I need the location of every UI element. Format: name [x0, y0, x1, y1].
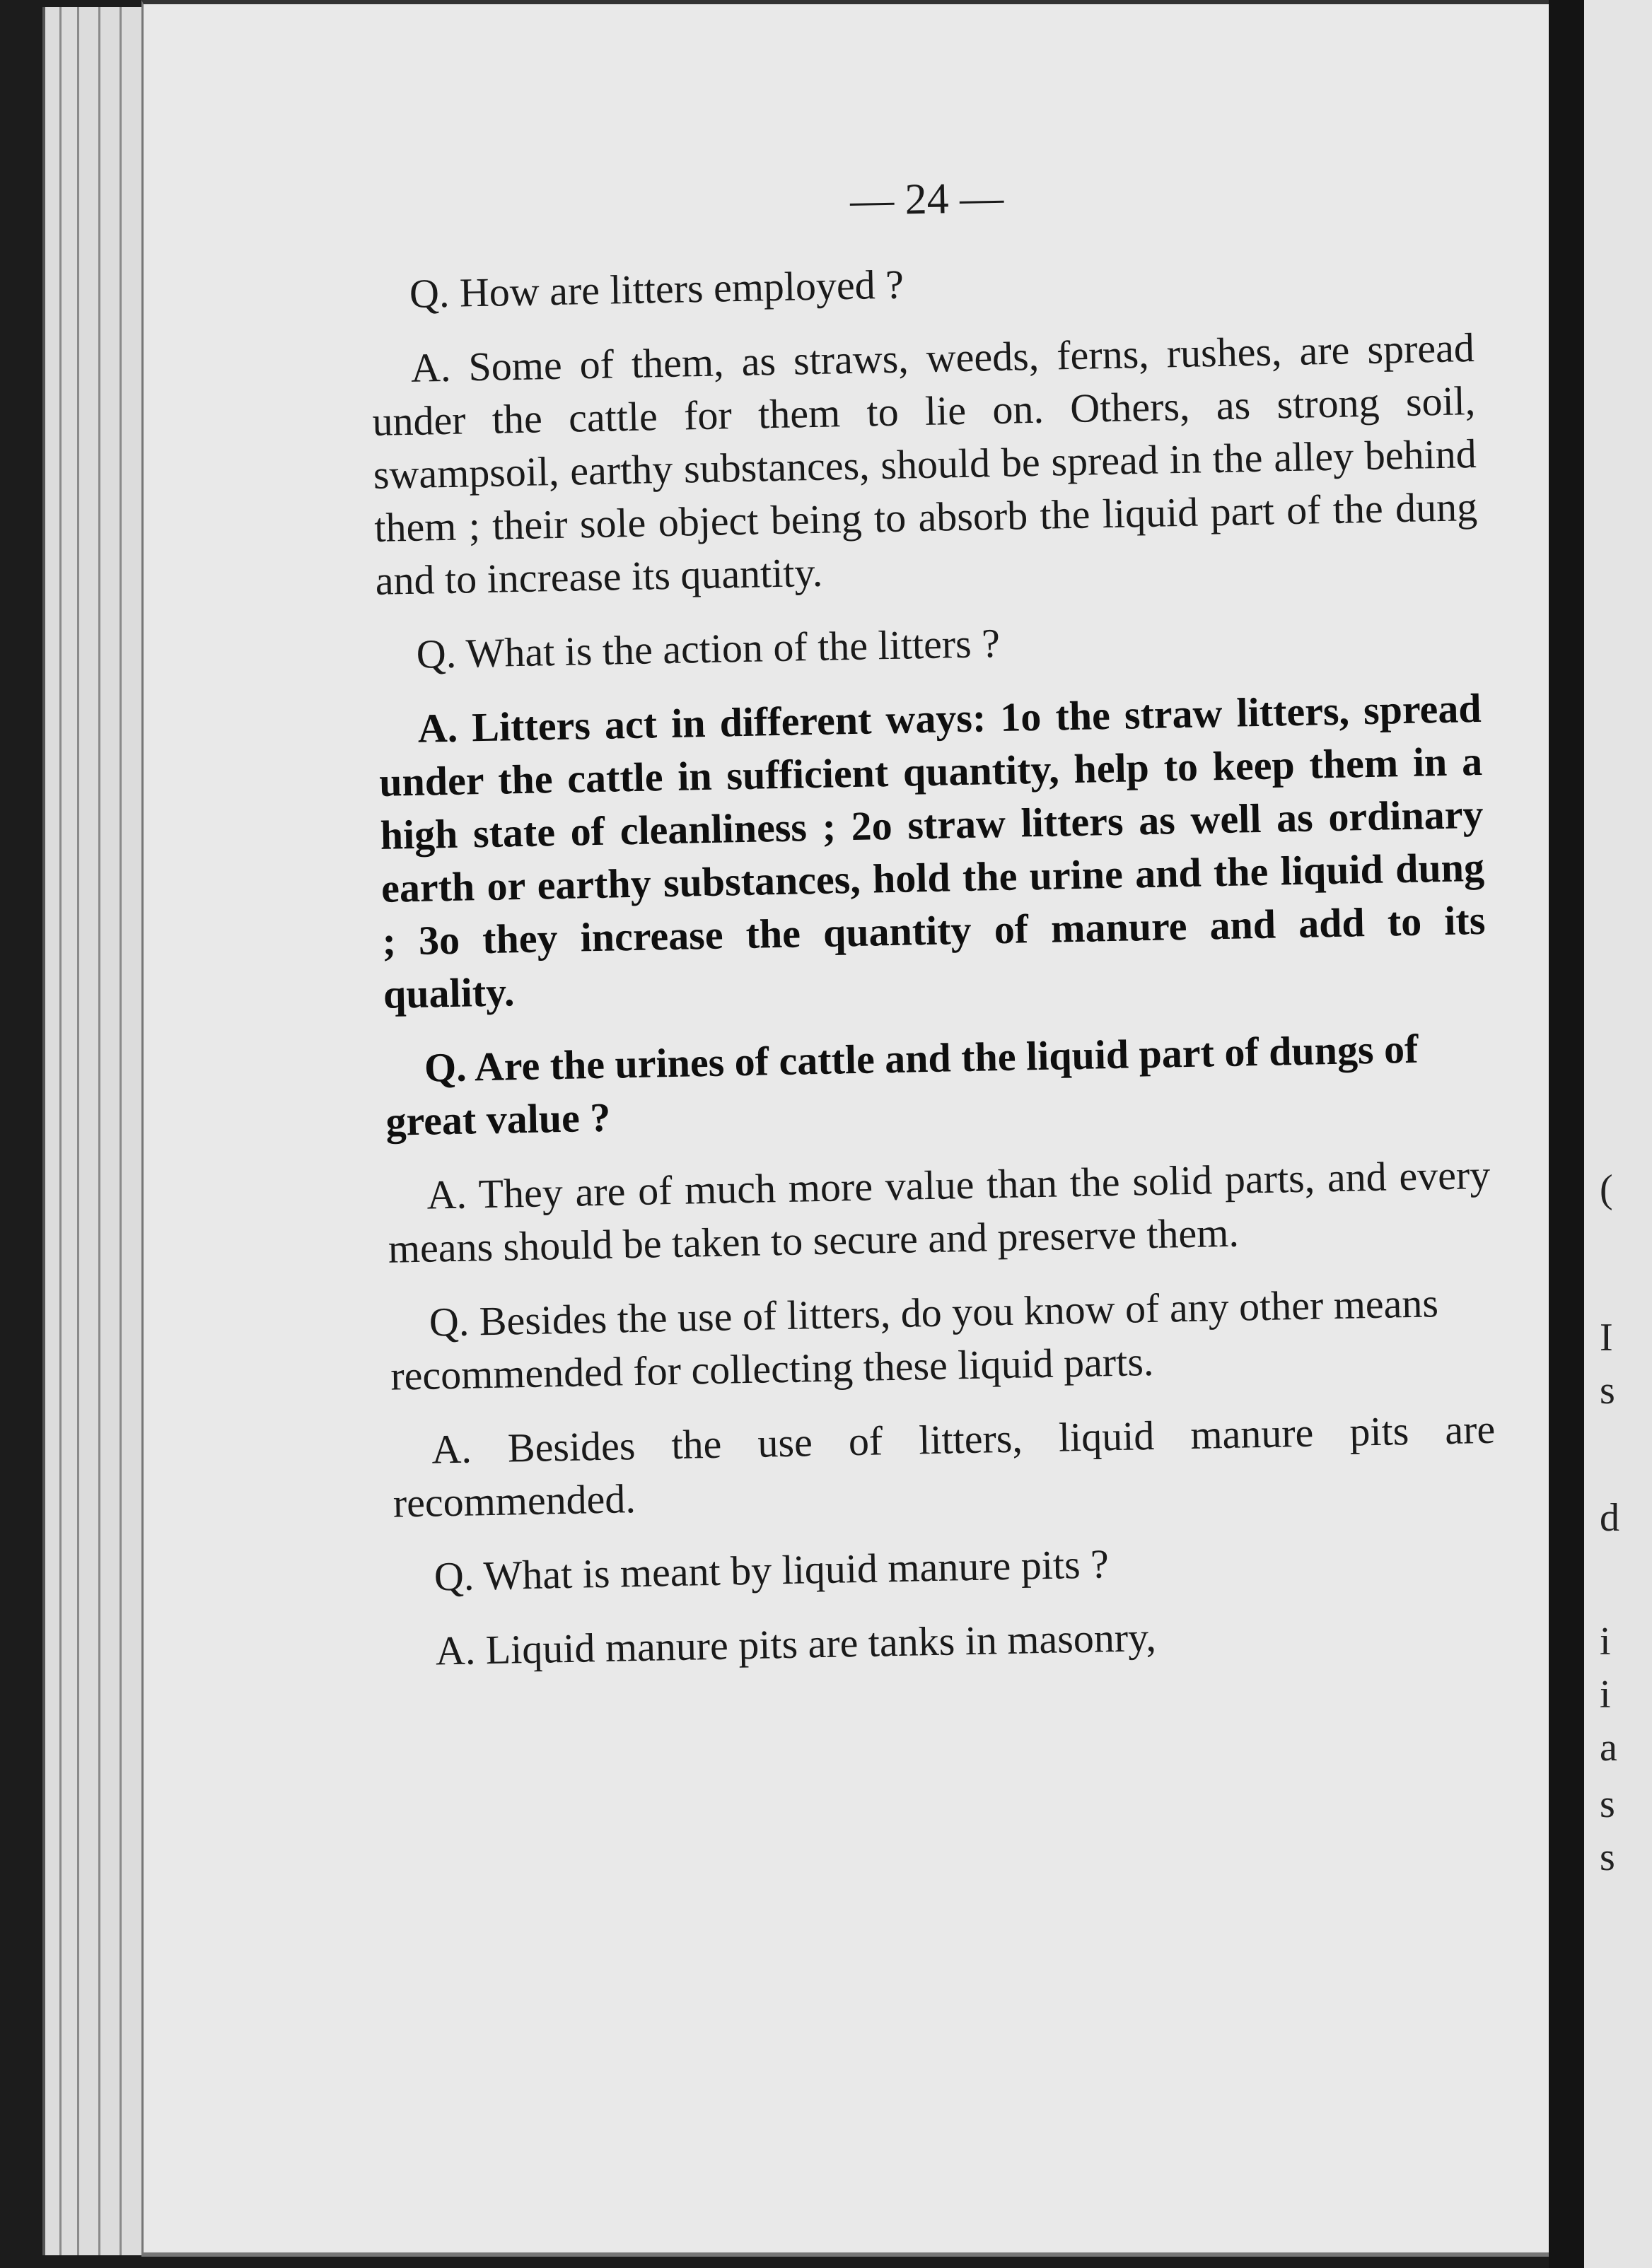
facing-page-letter: s [1600, 1369, 1615, 1413]
facing-page-letter: ( [1600, 1167, 1613, 1211]
page-edge-line [98, 7, 100, 2255]
question-paragraph: Q. What is the action of the litters ? [416, 619, 1001, 677]
book-spine-gutter [1549, 0, 1584, 2268]
facing-page-letter: i [1600, 1620, 1611, 1664]
question-paragraph: Q. How are litters employed ? [409, 261, 904, 317]
page-text [368, 163, 1500, 1700]
answer-paragraph: A. Liquid manure pits are tanks in masonry, [435, 1613, 1157, 1674]
facing-page-letter: d [1600, 1496, 1619, 1540]
answer-paragraph: A. They are of much more value than the solid parts, and every means should be taken to secure and preserve them. [388, 1151, 1491, 1272]
page-number: — 24 — [849, 173, 1004, 225]
page-edge-line [59, 7, 62, 2255]
page-edge-line [120, 7, 122, 2255]
answer-paragraph: A. Litters act in different ways: 1o the straw litters, spread under the cattle in sufficient quantity, help to keep them in a high state of cleanliness ; 2o straw litters as well as ordinary earth or earthy substances, hold the urine and the liquid dung ; 3o they increase the quantity of manure and add to its quality. [378, 684, 1486, 1017]
question-paragraph: Q. What is meant by liquid manure pits ? [434, 1541, 1110, 1600]
answer-paragraph: A. Besides the use of litters, liquid manure pits are recommended. [392, 1405, 1496, 1526]
question-paragraph: Q. Are the urines of cattle and the liquid part of dungs of great value ? [385, 1025, 1419, 1145]
facing-page-fragment [1584, 0, 1652, 2268]
facing-page-letter: I [1600, 1316, 1613, 1360]
facing-page-letter: s [1600, 1782, 1615, 1826]
page-edge-line [77, 7, 79, 2255]
facing-page-letter: a [1600, 1726, 1617, 1770]
question-paragraph: Q. Besides the use of litters, do you know of any other means recommended for collecting these liquid parts. [390, 1280, 1439, 1399]
facing-page-letter: s [1600, 1835, 1615, 1879]
facing-page-letter: i [1600, 1673, 1611, 1717]
answer-paragraph: A. Some of them, as straws, weeds, ferns, rushes, are spread under the cattle for them to lie on. Others, as strong soil, swampsoil, earthy substances, should be spread in the alley behind them ; their sole object being to absorb the liquid part of the dung and to increase its quantity. [371, 325, 1478, 604]
